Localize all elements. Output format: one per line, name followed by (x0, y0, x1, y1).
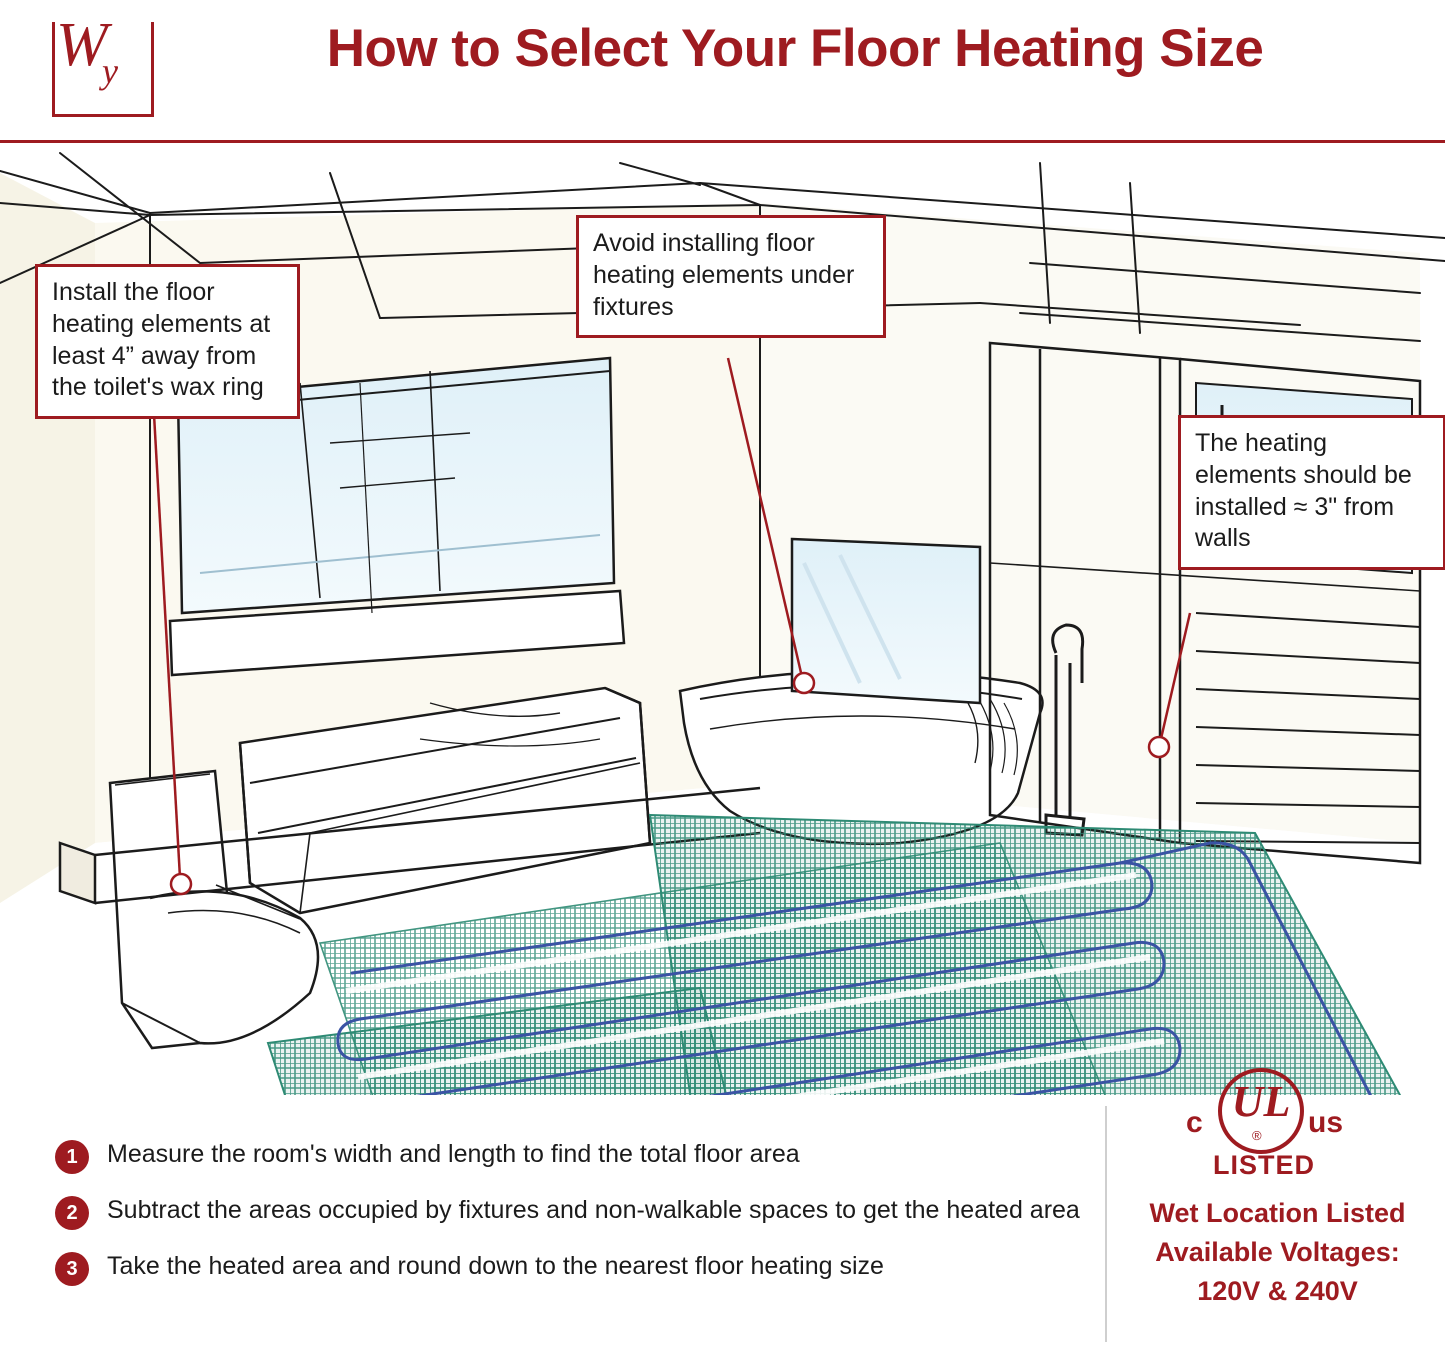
step-number: 2 (55, 1196, 89, 1230)
voltages-label: Available Voltages: (1155, 1237, 1400, 1268)
ul-listed-badge (1180, 1066, 1370, 1186)
ul-us-mark: us (1308, 1106, 1344, 1139)
step-text: Measure the room's width and length to find the total floor area (107, 1140, 800, 1168)
steps-list (55, 1138, 1085, 1306)
voltages-value: 120V & 240V (1197, 1276, 1358, 1307)
list-item (55, 1250, 1085, 1286)
step-number: 3 (55, 1252, 89, 1286)
bathroom-illustration (0, 143, 1445, 1095)
brand-logo (40, 11, 158, 124)
step-text: Subtract the areas occupied by fixtures and non-walkable spaces to get the heated area (107, 1196, 1080, 1224)
callout-toilet-text: Install the floor heating elements at least 4” away from the toilet's wax ring (52, 278, 271, 402)
certification-text (1110, 1194, 1445, 1311)
registered-trademark-icon: ® (1252, 1128, 1262, 1143)
list-item (55, 1194, 1085, 1230)
step-number: 1 (55, 1140, 89, 1174)
footer-section (0, 1077, 1445, 1348)
footer-divider (1105, 1106, 1107, 1342)
wet-location-label: Wet Location Listed (1149, 1198, 1406, 1228)
header (0, 0, 1445, 143)
page-title: How to Select Your Floor Heating Size (326, 19, 1264, 78)
callout-toilet-clearance (35, 264, 300, 419)
callout-walls-text: The heating elements should be installed ≈ 3" from walls (1195, 429, 1412, 553)
callout-avoid-fixtures (576, 215, 886, 338)
logo-tail: y (102, 51, 118, 91)
ul-canada-mark: c (1186, 1106, 1203, 1139)
ul-mark-text: UL (1231, 1077, 1291, 1126)
logo-letter: W (56, 11, 106, 79)
list-item (55, 1138, 1085, 1174)
callout-wall-clearance (1178, 415, 1445, 570)
step-text: Take the heated area and round down to the nearest floor heating size (107, 1252, 884, 1280)
callout-fixtures-text: Avoid installing floor heating elements under fixtures (593, 229, 855, 321)
ul-listed-label: LISTED (1212, 1150, 1315, 1180)
